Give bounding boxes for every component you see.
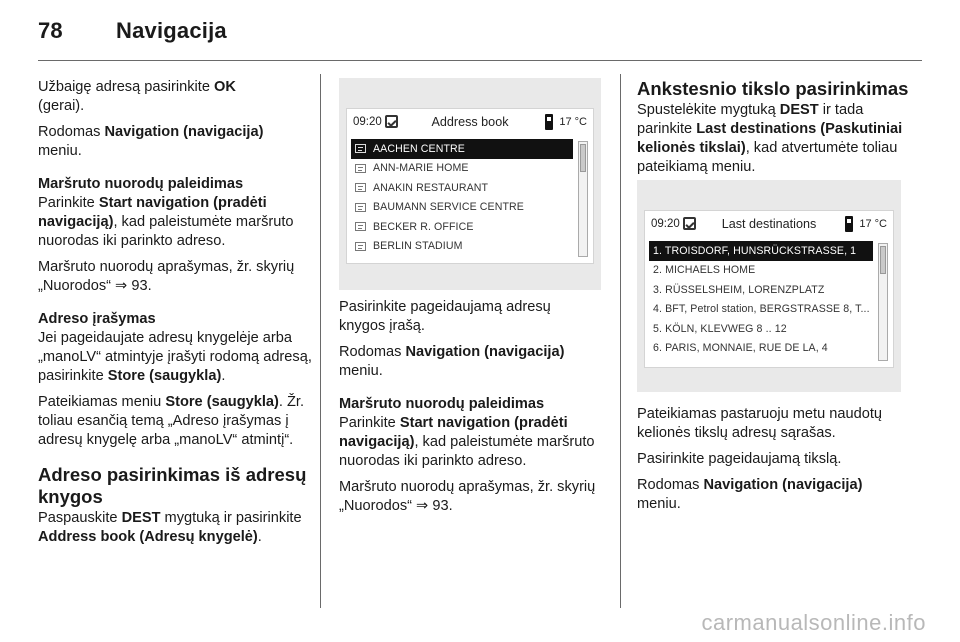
temperature: 17 °C — [859, 218, 887, 230]
section-heading: Adreso pasirinkimas iš adresų knygos — [38, 464, 307, 507]
temperature: 17 °C — [559, 116, 587, 128]
paragraph: Parinkite Start navigation (pradėti navigaciją), kad paleistumėte maršruto nuorodas iki parinkto adreso. — [38, 195, 294, 249]
list-item[interactable]: AACHEN CENTRE — [351, 139, 573, 159]
column-3 — [637, 78, 909, 521]
screen-title: Address book — [431, 115, 509, 129]
list-item[interactable]: BECKER R. OFFICE — [351, 217, 573, 237]
list-item[interactable]: 2. MICHAELS HOME — [653, 264, 756, 277]
header-rule — [38, 60, 922, 61]
column-divider — [320, 74, 321, 608]
column-2 — [339, 78, 601, 523]
paragraph: Rodomas Navigation (navigacija) meniu. — [637, 477, 863, 512]
paragraph: Maršruto nuorodų aprašymas, žr. skyrių „Nuorodos“ ⇒ 93. — [38, 259, 295, 294]
subheading: Maršruto nuorodų paleidimas — [38, 176, 244, 192]
paragraph: Parinkite Start navigation (pradėti navigaciją), kad paleistumėte maršruto nuorodas iki parinkto adreso. — [339, 415, 595, 469]
page-header — [38, 18, 227, 44]
paragraph: Pasirinkite pageidaujamą adresų knygos įrašą. — [339, 299, 551, 334]
watermark: carmanualsonline.info — [701, 610, 926, 635]
paragraph: Jei pageidaujate adresų knygelėje arba „manoLV“ atmintyje įrašyti rodomą adresą, pasirinkite Store (saugykla). — [38, 330, 312, 384]
paragraph: Pasirinkite pageidaujamą tikslą. — [637, 451, 842, 467]
list-item[interactable]: 4. BFT, Petrol station, BERGSTRASSE 8, T... — [653, 303, 870, 316]
clock: 09:20 — [651, 218, 680, 230]
subheading: Adreso įrašymas — [38, 311, 156, 327]
page-number: 78 — [38, 18, 63, 43]
list-item[interactable]: 5. KÖLN, KLEVWEG 8 .. 12 — [653, 322, 787, 335]
list-item[interactable]: BERLIN STADIUM — [351, 237, 573, 257]
paragraph: Rodomas Navigation (navigacija) meniu. — [38, 124, 264, 159]
list-item[interactable]: BAUMANN SERVICE CENTRE — [351, 198, 573, 218]
paragraph: Pateikiamas meniu Store (saugykla). Žr. toliau esančią temą „Adreso įrašymas į adresų knygelę arba „manoLV“ atmintį“. — [38, 394, 305, 448]
paragraph: Užbaigę adresą pasirinkite OK (gerai). — [38, 79, 236, 114]
paragraph: Rodomas Navigation (navigacija) meniu. — [339, 344, 565, 379]
screen-title: Last destinations — [721, 217, 817, 231]
clock: 09:20 — [353, 116, 382, 128]
list-item[interactable]: 1. TROISDORF, HUNSRÜCKSTRASSE, 1 — [649, 241, 873, 261]
paragraph: Maršruto nuorodų aprašymas, žr. skyrių „Nuorodos“ ⇒ 93. — [339, 479, 596, 514]
list-item[interactable]: 3. RÜSSELSHEIM, LORENZPLATZ — [653, 283, 825, 296]
paragraph: Pateikiamas pastaruoju metu naudotų kelionės tikslų adresų sąrašas. — [637, 406, 883, 441]
subheading: Maršruto nuorodų paleidimas — [339, 396, 545, 412]
section-heading: Ankstesnio tikslo pasirinkimas — [637, 78, 909, 99]
paragraph: Spustelėkite mygtuką DEST ir tada parinkite Last destinations (Paskutiniai kelionės tikslai), kad atvertumėte toliau pateikiamą meniu. — [637, 102, 903, 175]
list-item[interactable]: ANAKIN RESTAURANT — [351, 178, 573, 198]
paragraph: Paspauskite DEST mygtuką ir pasirinkite Address book (Adresų knygelė). — [38, 510, 302, 545]
column-divider — [620, 74, 621, 608]
page-title: Navigacija — [116, 18, 227, 43]
list-item[interactable]: 6. PARIS, MONNAIE, RUE DE LA, 4 — [653, 342, 828, 355]
list-item[interactable]: ANN-MARIE HOME — [351, 159, 573, 179]
column-1 — [38, 78, 314, 554]
